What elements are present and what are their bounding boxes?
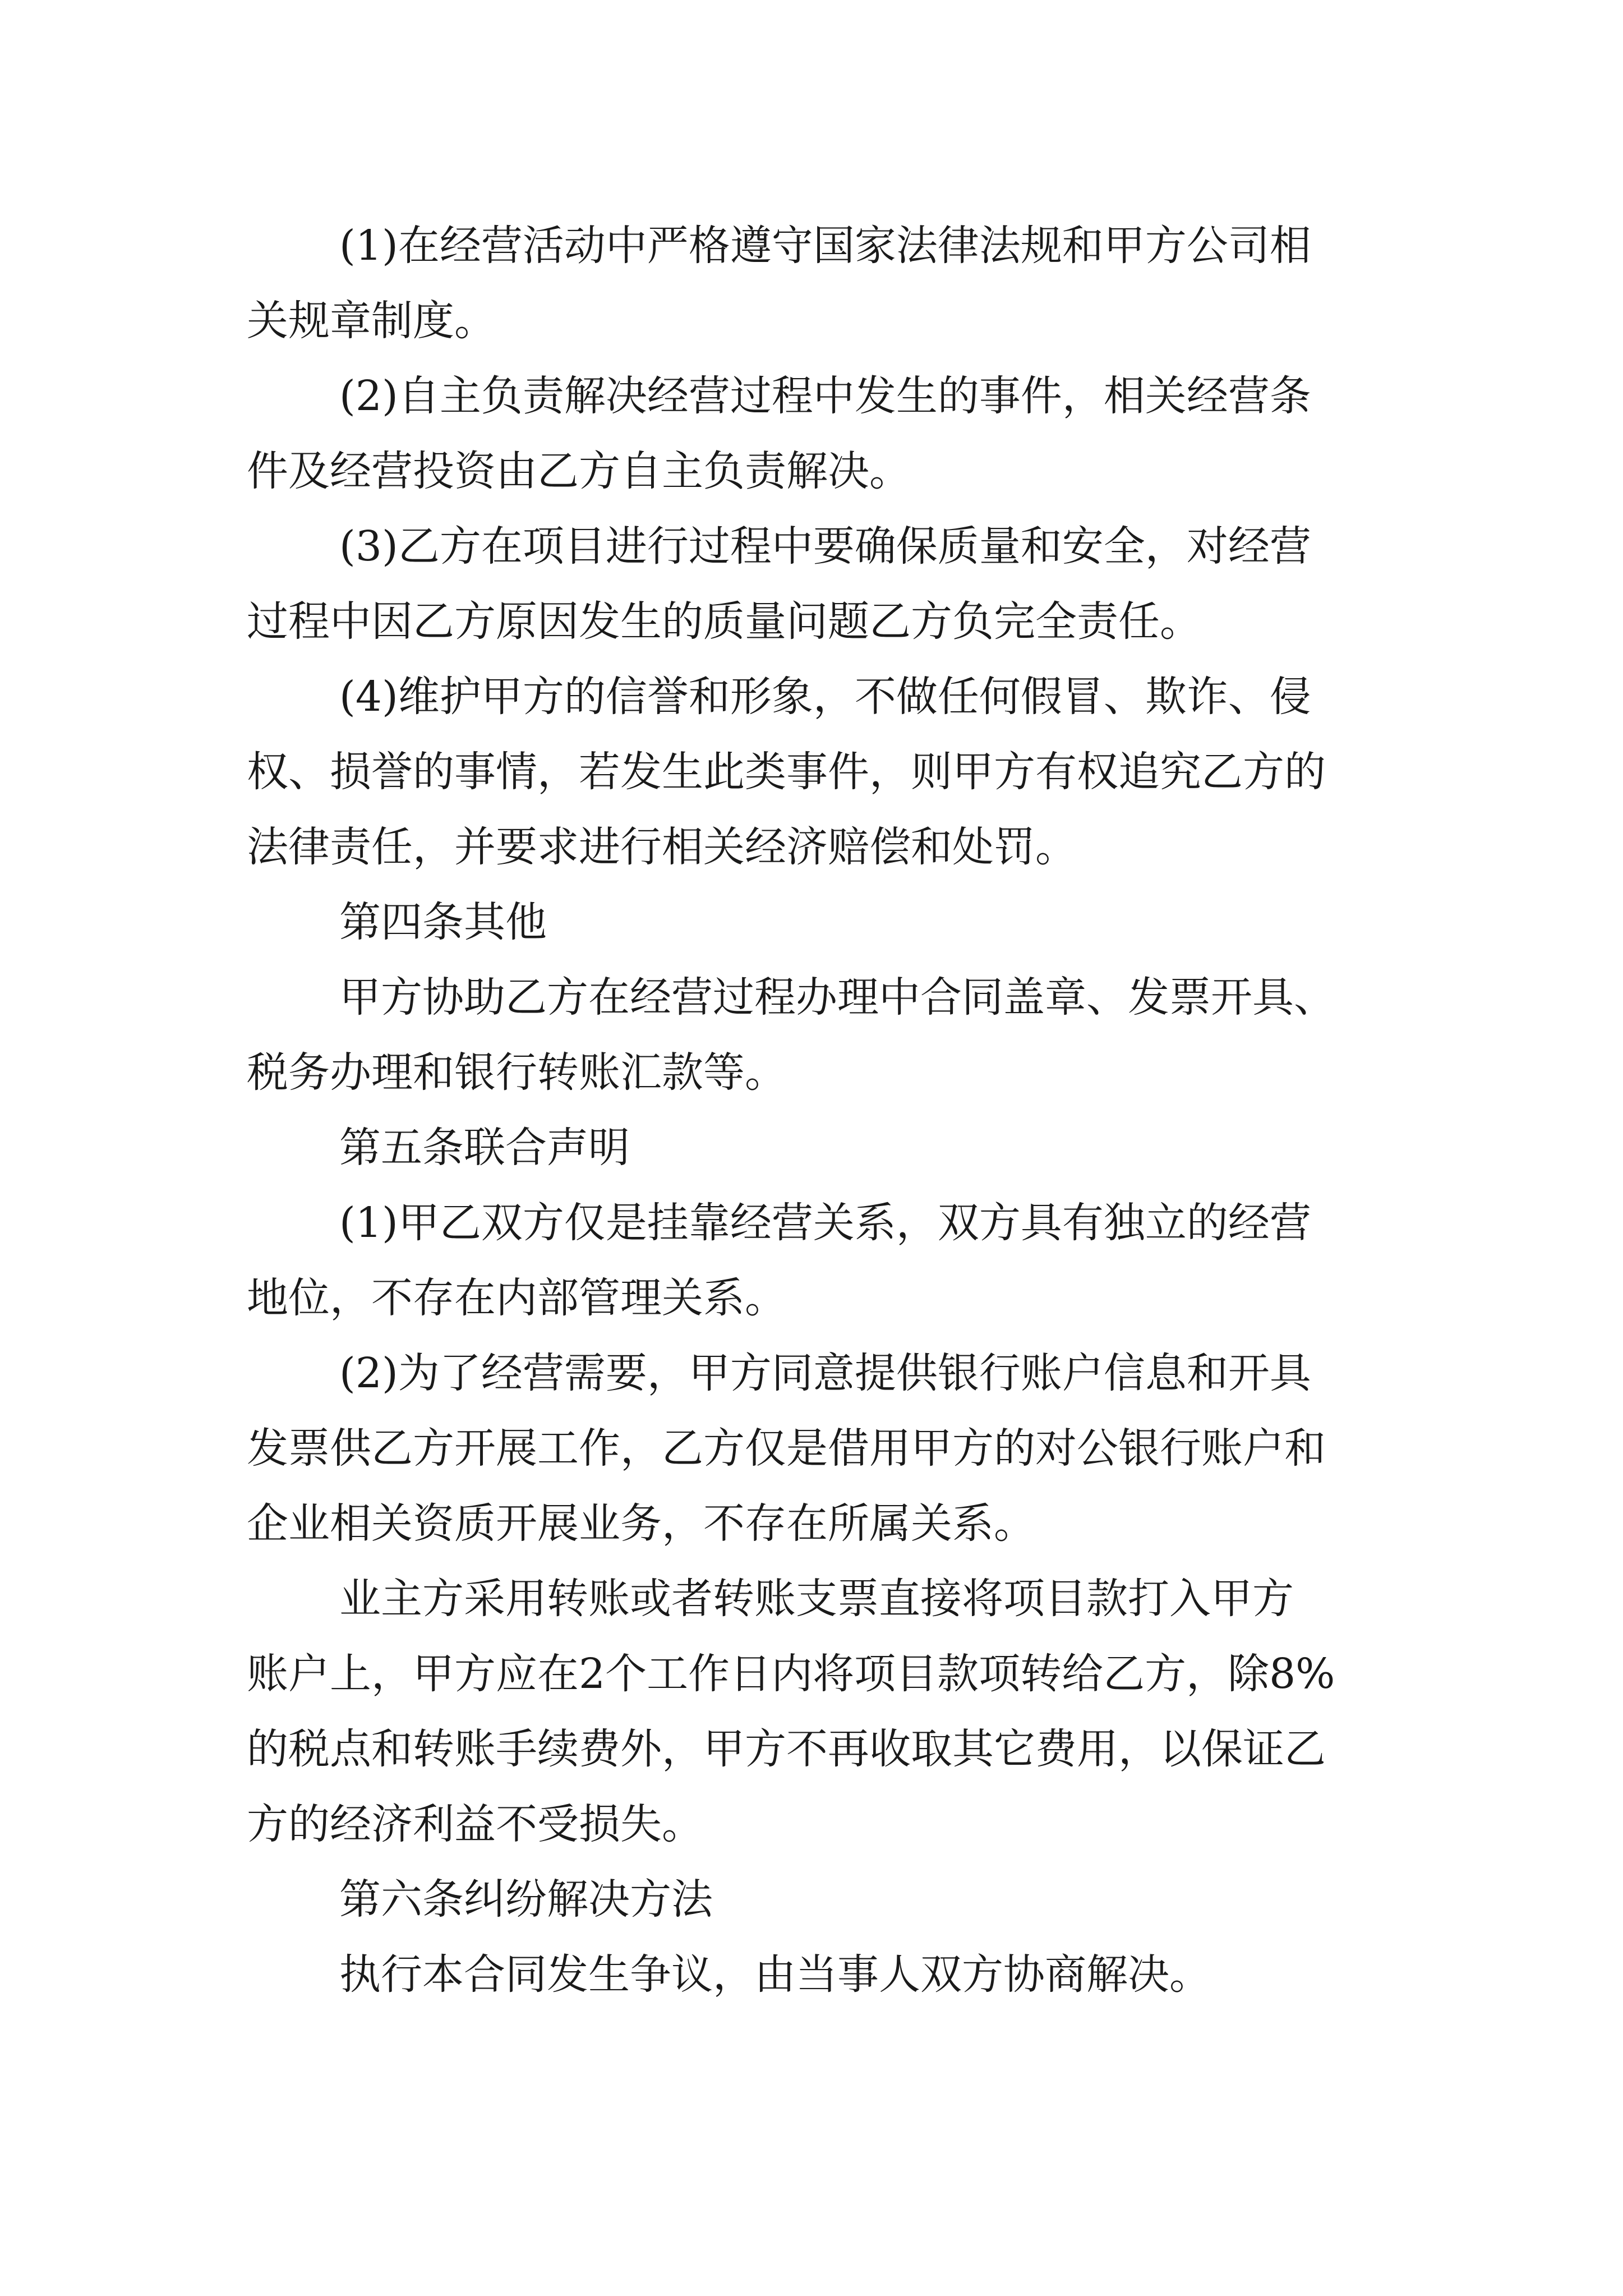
text-line: 过程中因乙方原因发生的质量问题乙方负完全责任。 bbox=[247, 597, 1201, 646]
text-line: 业主方采用转账或者转账支票直接将项目款打入甲方 bbox=[339, 1575, 1294, 1623]
text-line: 方的经济利益不受损失。 bbox=[247, 1800, 703, 1848]
text-line: 关规章制度。 bbox=[247, 297, 496, 345]
text-line: (4)维护甲方的信誉和形象，不做任何假冒、欺诈、侵 bbox=[339, 673, 1311, 721]
text-line: 企业相关资质开展业务，不存在所属关系。 bbox=[247, 1499, 1035, 1548]
text-line: 甲方协助乙方在经营过程办理中合同盖章、发票开具、 bbox=[339, 973, 1335, 1022]
text-line: 法律责任，并要求进行相关经济赔偿和处罚。 bbox=[247, 823, 1077, 871]
text-line: (3)乙方在项目进行过程中要确保质量和安全，对经营 bbox=[339, 522, 1311, 570]
section-heading: 第四条其他 bbox=[339, 898, 547, 946]
text-line: 执行本合同发生争议，由当事人双方协商解决。 bbox=[339, 1950, 1211, 1999]
text-line: 件及经营投资由乙方自主负责解决。 bbox=[247, 447, 911, 495]
text-line: 权、损誉的事情，若发生此类事件，则甲方有权追究乙方的 bbox=[247, 748, 1326, 796]
section-heading: 第六条纠纷解决方法 bbox=[339, 1875, 713, 1924]
section-heading: 第五条联合声明 bbox=[339, 1124, 630, 1172]
text-line: (2)为了经营需要，甲方同意提供银行账户信息和开具 bbox=[339, 1349, 1311, 1397]
text-line: 税务办理和银行转账汇款等。 bbox=[247, 1048, 786, 1097]
text-line: 发票供乙方开展工作，乙方仅是借用甲方的对公银行账户和 bbox=[247, 1424, 1326, 1473]
text-line: (2)自主负责解决经营过程中发生的事件，相关经营条 bbox=[339, 372, 1311, 420]
text-line: (1)甲乙双方仅是挂靠经营关系，双方具有独立的经营 bbox=[339, 1199, 1311, 1247]
text-line: (1)在经营活动中严格遵守国家法律法规和甲方公司相 bbox=[339, 222, 1311, 270]
text-line: 账户上，甲方应在2个工作日内将项目款项转给乙方，除8% bbox=[247, 1650, 1335, 1698]
text-line: 的税点和转账手续费外，甲方不再收取其它费用，以保证乙 bbox=[247, 1725, 1326, 1773]
text-line: 地位，不存在内部管理关系。 bbox=[247, 1274, 786, 1322]
